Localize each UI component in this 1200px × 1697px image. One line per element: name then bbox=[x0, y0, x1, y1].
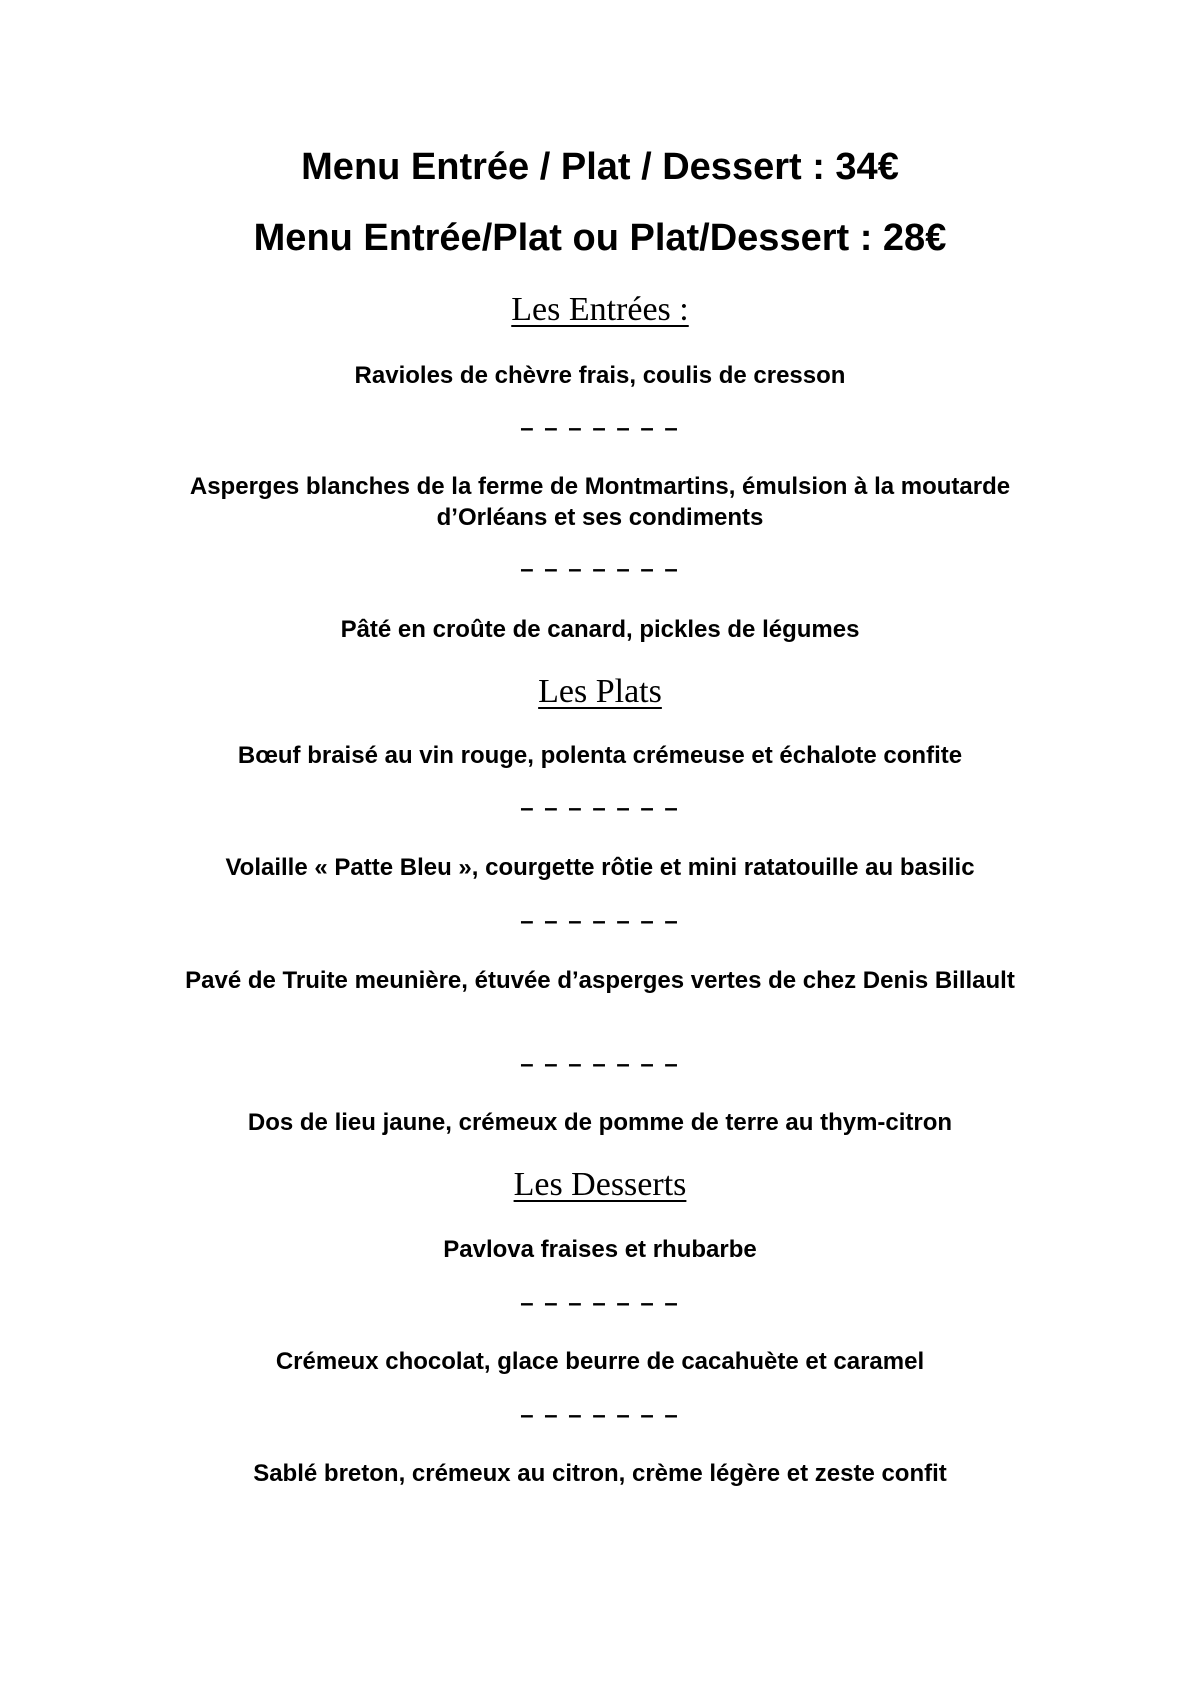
section-title-desserts bbox=[0, 1165, 1200, 1205]
entree-item-3: Pâté en croûte de canard, pickles de légumes bbox=[340, 616, 860, 643]
section-title-entrees bbox=[0, 290, 1200, 330]
section-title-plats bbox=[0, 672, 1200, 712]
dessert-item-1: Pavlova fraises et rhubarbe bbox=[443, 1236, 757, 1263]
separator: – – – – – – – bbox=[520, 1402, 680, 1429]
menu-price-two-courses: Menu Entrée/Plat ou Plat/Dessert : 28€ bbox=[253, 217, 947, 259]
plat-item-3: Pavé de Truite meunière, étuvée d’asperges vertes de chez Denis Billault bbox=[185, 967, 1015, 994]
separator: – – – – – – – bbox=[520, 795, 680, 822]
separator: – – – – – – – bbox=[520, 415, 680, 442]
separator: – – – – – – – bbox=[520, 908, 680, 935]
entree-item-1: Ravioles de chèvre frais, coulis de cresson bbox=[354, 362, 846, 389]
plat-item-4: Dos de lieu jaune, crémeux de pomme de terre au thym-citron bbox=[247, 1109, 953, 1136]
separator: – – – – – – – bbox=[520, 556, 680, 583]
menu-price-three-courses: Menu Entrée / Plat / Dessert : 34€ bbox=[301, 146, 899, 188]
dessert-item-3: Sablé breton, crémeux au citron, crème légère et zeste confit bbox=[253, 1460, 947, 1487]
section-title-entrees-text: Les Entrées : bbox=[511, 291, 689, 328]
separator: – – – – – – – bbox=[520, 1051, 680, 1078]
separator: – – – – – – – bbox=[520, 1290, 680, 1317]
plat-item-1: Bœuf braisé au vin rouge, polenta crémeuse et échalote confite bbox=[237, 742, 963, 769]
section-title-plats-text: Les Plats bbox=[538, 673, 662, 710]
plat-item-2: Volaille « Patte Bleu », courgette rôtie et mini ratatouille au basilic bbox=[225, 854, 975, 881]
dessert-item-2: Crémeux chocolat, glace beurre de cacahuète et caramel bbox=[275, 1348, 925, 1375]
entree-item-2: Asperges blanches de la ferme de Montmartins, émulsion à la moutarde d’Orléans et ses condiments bbox=[189, 473, 1011, 531]
section-title-desserts-text: Les Desserts bbox=[513, 1166, 687, 1203]
